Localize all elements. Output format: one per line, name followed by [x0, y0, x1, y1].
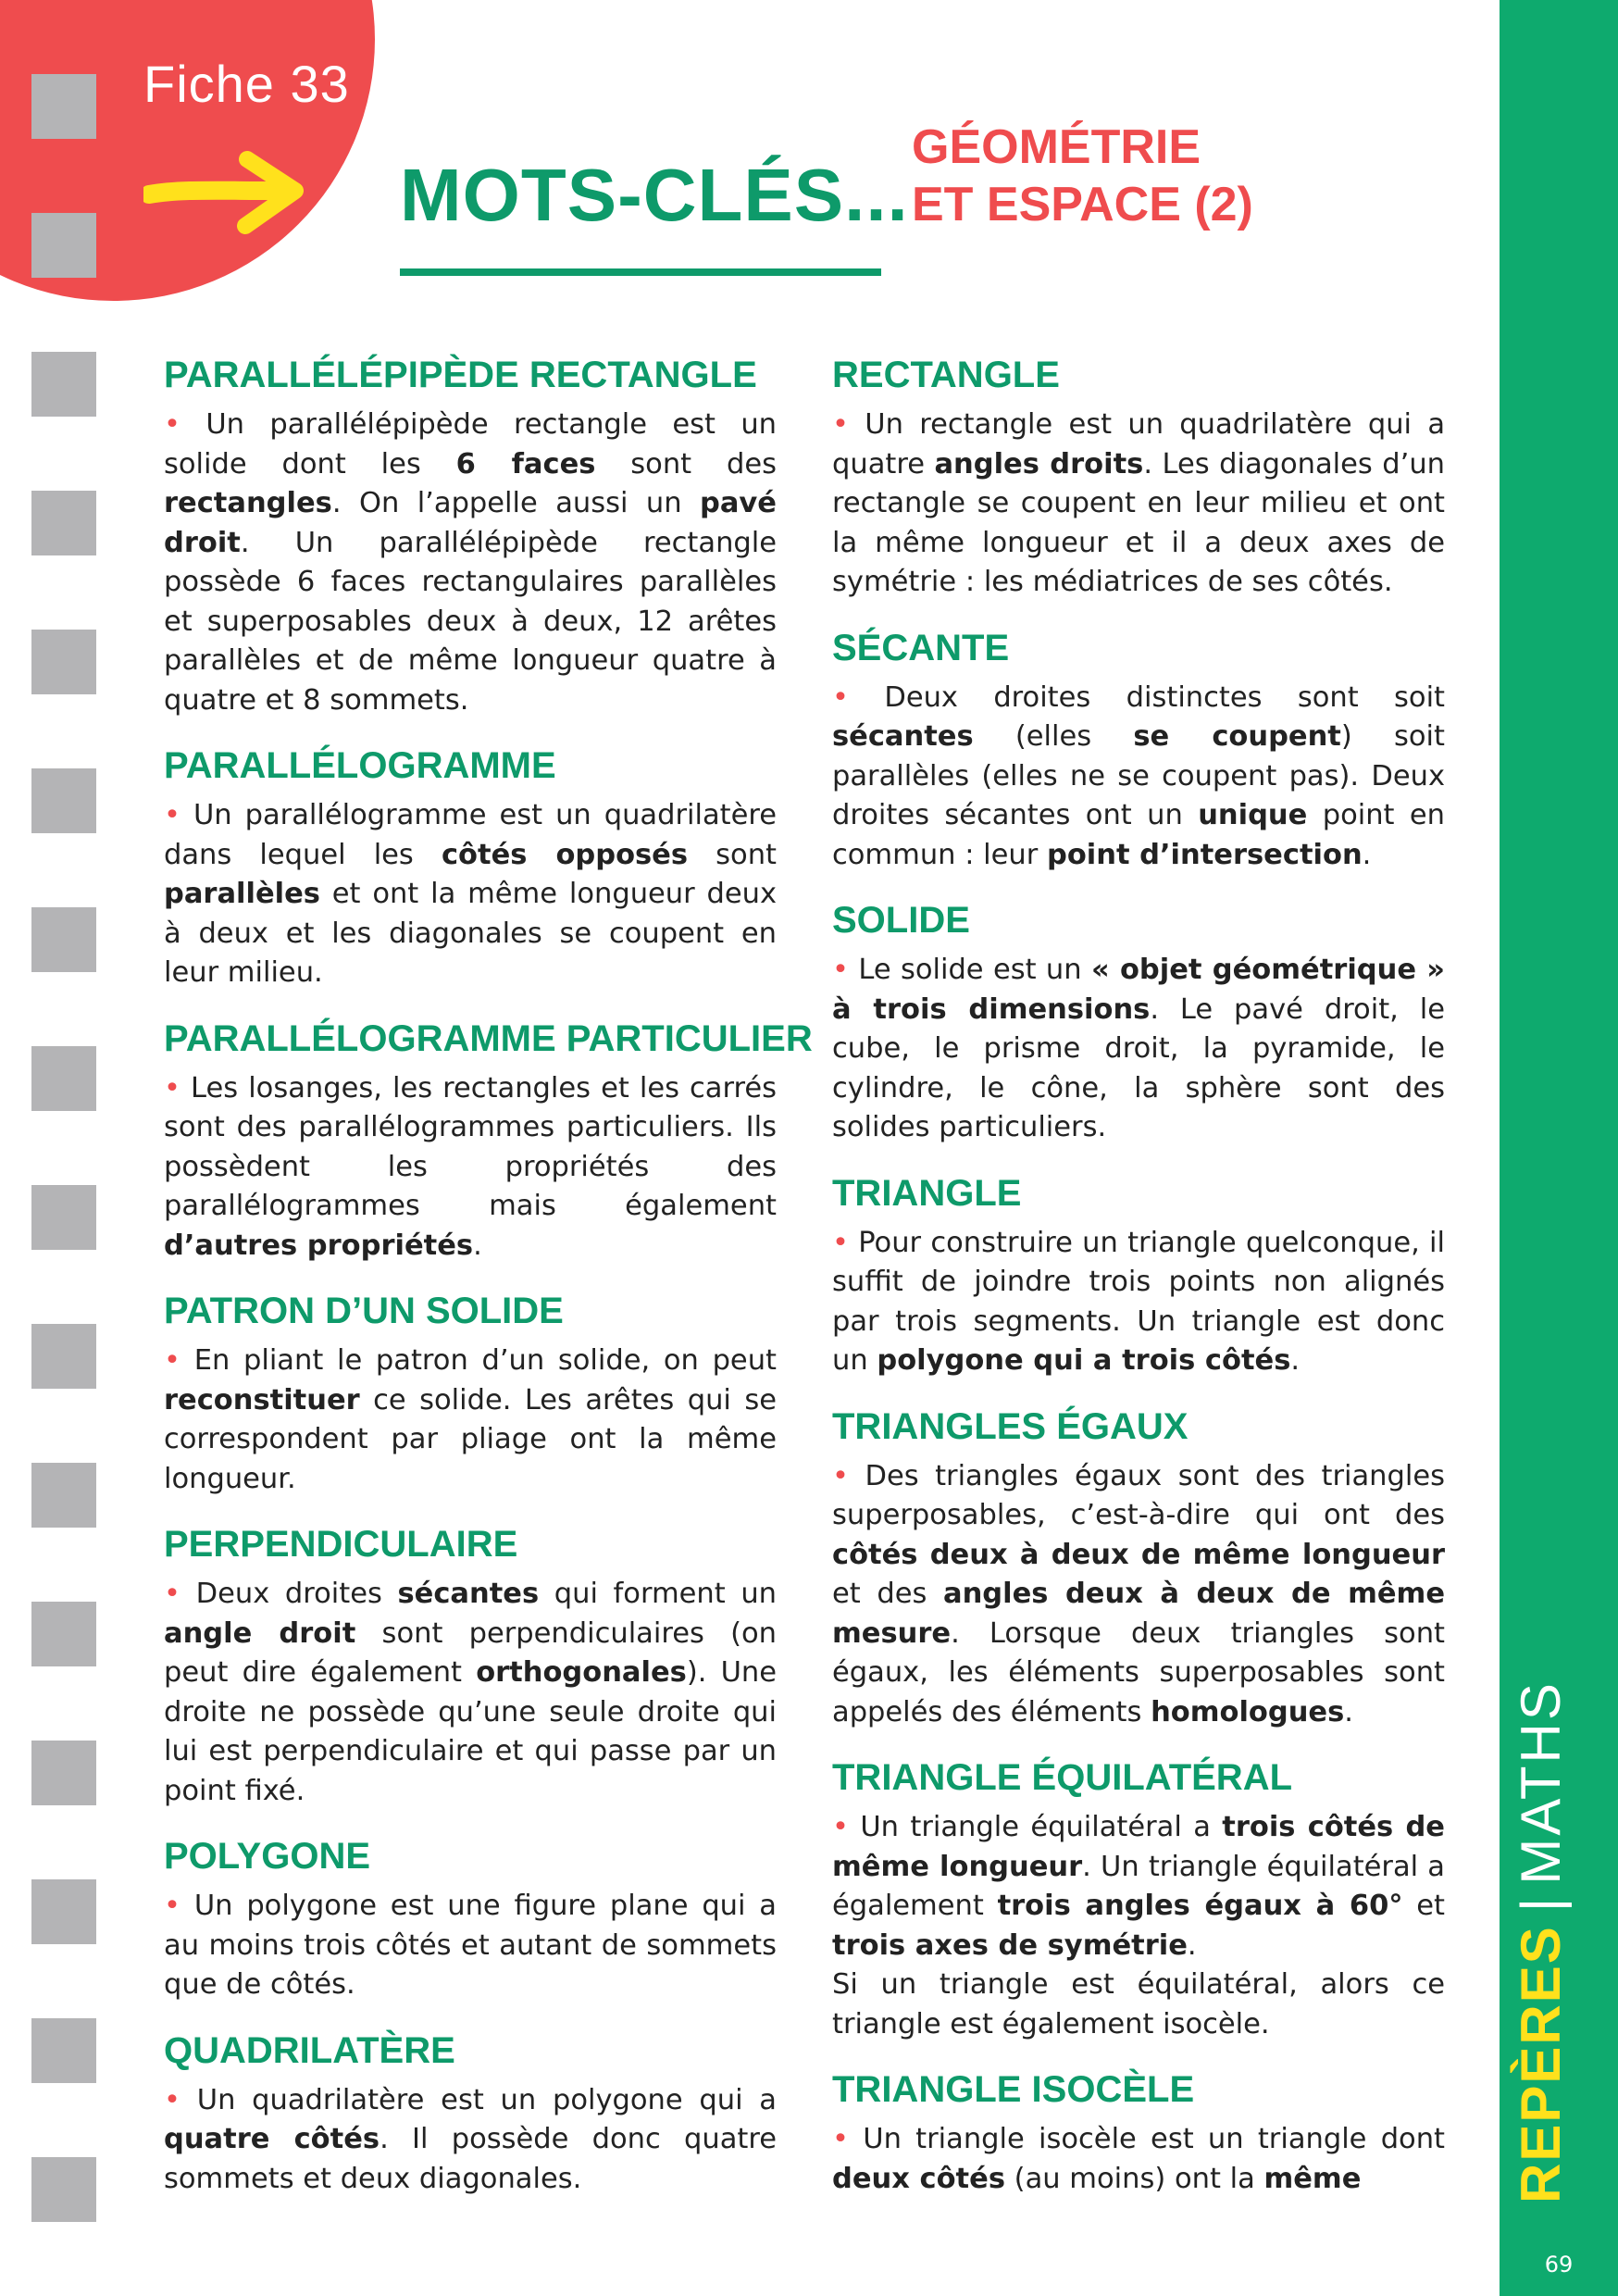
margin-square — [31, 352, 96, 417]
text-run: Le solide est un — [858, 954, 1091, 986]
text-run: Deux droites distinctes sont soit — [884, 680, 1446, 714]
margin-square — [31, 1046, 96, 1111]
right-column — [832, 352, 1445, 2221]
term-heading: PARALLÉLOGRAMME — [164, 745, 556, 786]
text-run: (elles — [973, 720, 1134, 753]
margin-square — [31, 1324, 96, 1389]
page-number: 69 — [1544, 2252, 1574, 2277]
keyword: se coupent — [1133, 720, 1341, 753]
text-run: point en commun : leur — [832, 799, 1445, 871]
text-run: Un triangle équilatéral a — [860, 1811, 1223, 1843]
text-run: Un rectangle est un quadrilatère qui a quatre — [832, 408, 1446, 480]
keyword: reconstituer — [164, 1383, 360, 1416]
term-heading: POLYGONE — [164, 1836, 371, 1877]
text-run: . — [1362, 838, 1372, 871]
margin-square — [31, 491, 96, 555]
keyword: polygone qui a trois côtés — [877, 1344, 1291, 1377]
margin-square — [31, 907, 96, 972]
text-run: . Le pavé droit, le cube, le prisme droit, la pyramide, le cylindre, le cône, la sphère sont des solides particuliers. — [832, 992, 1445, 1143]
term-definition — [164, 406, 777, 720]
text-run: En pliant le patron d’un solide, on peut — [193, 1344, 777, 1377]
term-heading: PARALLÉLÉPIPÈDE RECTANGLE — [164, 355, 757, 395]
term-heading: PATRON D’UN SOLIDE — [164, 1291, 564, 1331]
text-run: . Un triangle équilatéral a également — [832, 1850, 1445, 1922]
margin-square — [31, 768, 96, 833]
text-run: . Lorsque deux triangles sont égaux, les éléments superposables sont appelés des éléments — [832, 1616, 1445, 1728]
text-run: (au moins) ont la — [1004, 2162, 1264, 2195]
text-run: . Les diagonales d’un rectangle se coupent en leur milieu et ont la même longueur et il a deux axes de symétrie : les médiatrices de ses côtés. — [832, 447, 1446, 598]
text-run: Deux droites — [195, 1578, 398, 1610]
term-definition — [832, 1457, 1445, 1733]
keyword: parallèles — [164, 878, 320, 910]
keyword: sécantes — [832, 720, 974, 753]
keyword: orthogonales — [476, 1656, 687, 1689]
sidebar-label — [1504, 1680, 1578, 2203]
term-heading: QUADRILATÈRE — [164, 2029, 455, 2071]
keyword: d’autres propriétés — [164, 1229, 474, 1262]
text-run: sont des — [595, 447, 777, 480]
text-run: . — [1290, 1344, 1301, 1377]
keyword: angle droit — [164, 1616, 356, 1650]
text-run: et des — [832, 1578, 943, 1610]
term-definition — [164, 1069, 777, 1267]
term-heading: SÉCANTE — [832, 627, 1010, 668]
text-run: qui forment un — [539, 1578, 778, 1610]
keyword: point d’intersection — [1046, 838, 1363, 871]
margin-square — [31, 1602, 96, 1666]
text-run: . — [1344, 1695, 1353, 1728]
text-run: Un quadrilatère est un polygone qui a — [196, 2083, 777, 2116]
keyword: rectangles — [164, 487, 332, 519]
term-definition — [832, 1224, 1445, 1381]
term-definition — [832, 1808, 1445, 1965]
margin-square — [31, 1879, 96, 1944]
term-definition — [164, 1341, 777, 1499]
text-run: Les losanges, les rectangles et les carrés sont des parallélogrammes particuliers. Ils possèdent les propriétés des parallélogrammes mais également — [164, 1071, 778, 1222]
margin-squares — [31, 0, 96, 2296]
keyword: unique — [1198, 799, 1308, 831]
term-heading: PERPENDICULAIRE — [164, 1524, 518, 1565]
keyword: trois axes de symétrie — [832, 1928, 1188, 1962]
subtitle-line: ET ESPACE (2) — [912, 178, 1253, 231]
sidebar-separator: | — [1510, 1897, 1572, 1913]
term-definition — [832, 406, 1445, 603]
keyword: angles droits — [934, 447, 1144, 480]
fiche-label: Fiche 33 — [143, 55, 350, 113]
text-run: . On l’appelle aussi un — [331, 487, 701, 519]
subtitle-line: GÉOMÉTRIE — [912, 120, 1201, 174]
sidebar-label-thin: MATHS — [1510, 1680, 1572, 1885]
term-heading: PARALLÉLOGRAMME PARTICULIER — [164, 1017, 813, 1059]
arrow-right-icon — [143, 146, 310, 239]
text-run: sont — [688, 838, 777, 871]
keyword: « objet géométrique » à trois dimensions — [832, 954, 1446, 1026]
margin-square — [31, 1185, 96, 1250]
term-heading: TRIANGLE — [832, 1172, 1022, 1214]
text-run: . Un parallélépipède rectangle possède 6 faces rectangulaires parallèles et superposables deux à deux, 12 arêtes parallèles et de même longueur quatre à quatre et 8 sommets. — [164, 526, 777, 717]
keyword: deux côtés — [832, 2162, 1005, 2195]
margin-square — [31, 630, 96, 694]
text-run: ce solide. Les arêtes qui se correspondent par pliage ont la même longueur. — [164, 1383, 777, 1495]
keyword: trois côtés de même longueur — [832, 1811, 1445, 1883]
text-run: et ont la même longueur deux à deux et les diagonales se coupent en leur milieu. — [164, 878, 777, 989]
text-run: et — [1402, 1890, 1446, 1922]
margin-square — [31, 74, 96, 139]
term-definition — [832, 679, 1445, 876]
text-run: sont perpendiculaires (on peut dire également — [164, 1616, 777, 1689]
sidebar-label-bold: REPÈRES — [1510, 1925, 1572, 2203]
text-run: . — [1187, 1928, 1197, 1962]
text-run: Un parallélépipède rectangle est un solide dont les — [164, 408, 778, 480]
text-run: Des triangles égaux sont des triangles superposables, c’est-à-dire qui ont des — [832, 1459, 1445, 1531]
term-heading: SOLIDE — [832, 900, 970, 941]
term-definition — [832, 951, 1445, 1148]
keyword: trois angles égaux à 60° — [997, 1890, 1403, 1922]
keyword: côtés deux à deux de même longueur — [832, 1538, 1445, 1571]
keyword: pavé droit — [164, 487, 777, 559]
term-heading: TRIANGLE ÉQUILATÉRAL — [832, 1757, 1293, 1798]
text-run: Pour construire un triangle quelconque, il suffit de joindre trois points non alignés par trois segments. Un triangle est donc un — [832, 1226, 1445, 1377]
keyword: homologues — [1151, 1695, 1345, 1728]
text-run: ) soit parallèles (elles ne se coupent pas). Deux droites sécantes ont un — [832, 720, 1445, 831]
text-run: Un triangle isocèle est un triangle dont — [863, 2123, 1446, 2155]
text-run: . — [473, 1229, 482, 1262]
keyword: 6 faces — [455, 447, 596, 480]
margin-square — [31, 2157, 96, 2222]
text-run: Un parallélogramme est un quadrilatère dans lequel les — [164, 799, 778, 871]
text-run: Si un triangle est équilatéral, alors ce triangle est également isocèle. — [832, 1968, 1445, 2040]
keyword: même — [1263, 2162, 1362, 2195]
term-definition — [164, 2081, 777, 2200]
term-definition — [832, 1965, 1445, 2044]
text-run: . Il possède donc quatre sommets et deux diagonales. — [164, 2123, 777, 2195]
text-run: ). Une droite ne possède qu’une seule droite qui lui est perpendiculaire et qui passe par un point fixé. — [164, 1656, 777, 1807]
margin-square — [31, 1463, 96, 1528]
keyword: sécantes — [397, 1578, 540, 1610]
margin-square — [31, 1741, 96, 1805]
term-definition — [832, 2120, 1445, 2199]
margin-square — [31, 2018, 96, 2083]
term-heading: TRIANGLE ISOCÈLE — [832, 2069, 1195, 2110]
margin-square — [31, 213, 96, 278]
term-definition — [164, 1887, 777, 2005]
keyword: côtés opposés — [441, 838, 689, 871]
keyword: quatre côtés — [164, 2123, 380, 2155]
left-column — [164, 352, 813, 2221]
term-definition — [164, 1575, 777, 1811]
page-subtitle — [912, 119, 1253, 233]
term-heading: RECTANGLE — [832, 355, 1060, 395]
keyword: angles deux à deux de même mesure — [832, 1578, 1445, 1650]
term-definition — [164, 796, 777, 993]
text-run: Un polygone est une figure plane qui a au moins trois côtés et autant de sommets que de côtés. — [164, 1890, 778, 2001]
title-underline — [400, 268, 881, 276]
page-title: MOTS-CLÉS... — [400, 154, 909, 236]
term-heading: TRIANGLES ÉGAUX — [832, 1405, 1189, 1447]
